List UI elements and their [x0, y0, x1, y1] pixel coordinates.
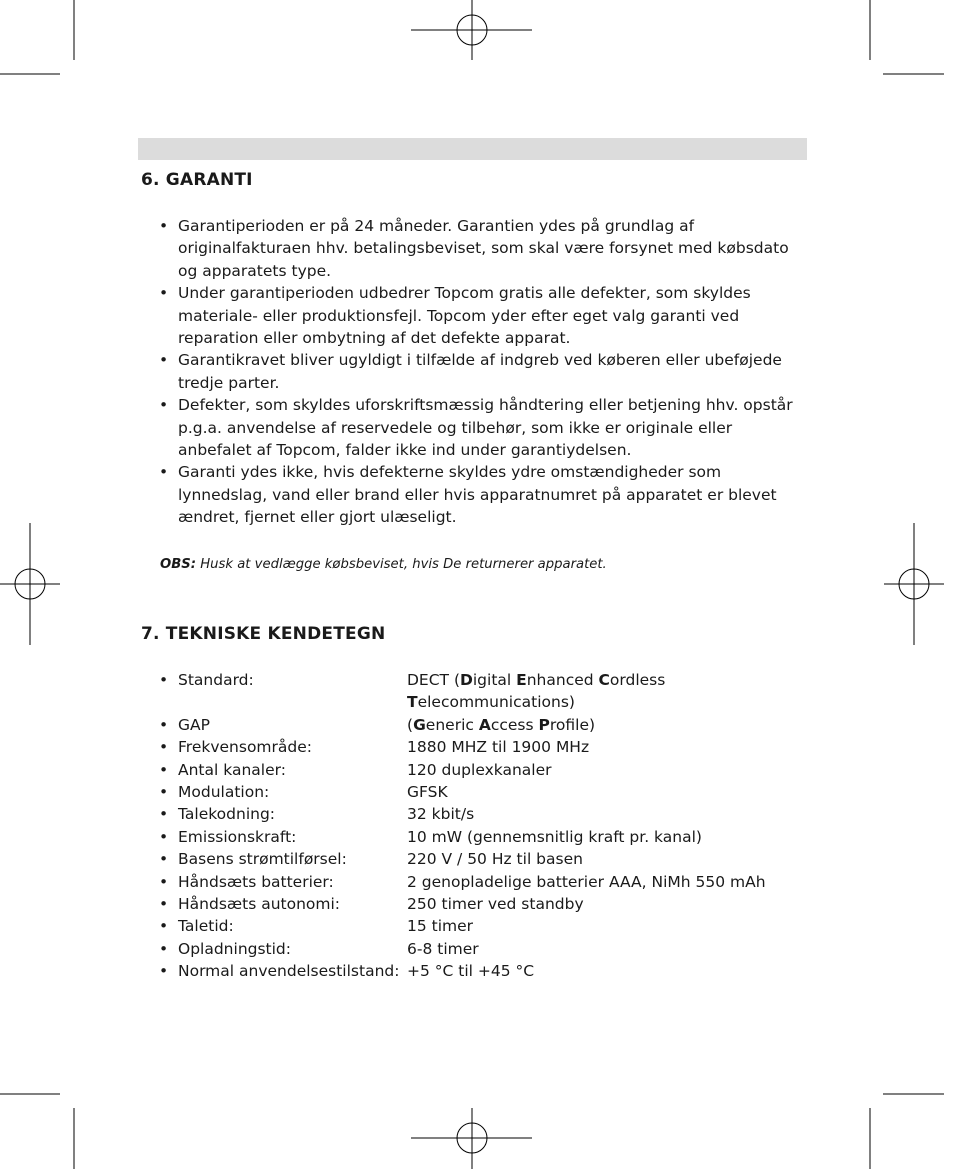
- spec-value: Telecommunications): [407, 693, 575, 712]
- header-bar: [138, 138, 807, 160]
- spec-row: [158, 871, 818, 893]
- spec-value: 15 timer: [407, 917, 474, 936]
- section-heading-garanti: 6. GARANTI: [141, 170, 253, 190]
- spec-row-gap: [158, 714, 818, 736]
- spec-row: [158, 803, 818, 825]
- registration-mark-right: [884, 523, 944, 645]
- spec-value: 32 kbit/s: [407, 805, 475, 824]
- list-item: • Garantiperioden er på 24 måneder. Garantien ydes på grundlag af originalfakturaen hhv. betalingsbeviset, som skal være forsynet med købsdato og apparatets type.: [158, 215, 808, 282]
- list-item: • Defekter, som skyldes uforskriftsmæssig håndtering eller betjening hhv. opstår p.g.a. anvendelse af reservedele og tilbehør, som ikke er originale eller anbefalet af Topcom, falder ikke ind under garantiydelsen.: [158, 394, 808, 461]
- spec-row-standard-cont: [158, 691, 818, 713]
- spec-table: [158, 669, 818, 983]
- spec-row: [158, 960, 818, 982]
- spec-row: [158, 826, 818, 848]
- spec-label: • Talekodning:: [158, 803, 407, 825]
- spec-value: 2 genopladelige batterier AAA, NiMh 550 mAh: [407, 872, 766, 891]
- spec-row: [158, 781, 818, 803]
- spec-row: [158, 938, 818, 960]
- spec-label: • Frekvensområde:: [158, 736, 407, 758]
- obs-note: [160, 557, 607, 572]
- spec-value: 10 mW (gennemsnitlig kraft pr. kanal): [407, 827, 702, 846]
- list-item: • Garantikravet bliver ugyldigt i tilfælde af indgreb ved køberen eller ubeføjede tredje parter.: [158, 349, 808, 394]
- spec-label: • Modulation:: [158, 781, 407, 803]
- spec-value: GFSK: [407, 783, 448, 802]
- guarantee-list: [158, 215, 808, 529]
- spec-value: DECT (Digital Enhanced Cordless: [407, 671, 666, 689]
- spec-value: 220 V / 50 Hz til basen: [407, 850, 583, 869]
- spec-value: (Generic Access Profile): [407, 715, 596, 734]
- list-item: • Garanti ydes ikke, hvis defekterne skyldes ydre omstændigheder som lynnedslag, vand eller brand eller hvis apparatnumret på apparatet er blevet ændret, fjernet eller gjort ulæseligt.: [158, 461, 808, 528]
- spec-value: 6-8 timer: [407, 939, 479, 958]
- spec-value: 250 timer ved standby: [407, 895, 584, 914]
- spec-row-standard: [158, 669, 818, 691]
- spec-row: [158, 736, 818, 758]
- spec-label: • Basens strømtilførsel:: [158, 848, 407, 870]
- spec-label: • Standard:: [158, 669, 407, 691]
- spec-value: 120 duplexkanaler: [407, 760, 552, 779]
- spec-label: • Emissionskraft:: [158, 826, 407, 848]
- obs-label: OBS:: [160, 557, 197, 572]
- spec-label: • GAP: [158, 714, 407, 736]
- obs-text: Husk at vedlægge købsbeviset, hvis De returnerer apparatet.: [196, 557, 607, 572]
- spec-row: [158, 915, 818, 937]
- registration-mark-top: [411, 0, 532, 60]
- spec-label: • Taletid:: [158, 915, 407, 937]
- spec-label: • Antal kanaler:: [158, 759, 407, 781]
- spec-label: • Håndsæts batterier:: [158, 871, 407, 893]
- spec-row: [158, 759, 818, 781]
- spec-row: [158, 893, 818, 915]
- spec-label: • Normal anvendelsestilstand:: [158, 960, 407, 982]
- spec-value: +5 °C til +45 °C: [407, 962, 535, 981]
- section-heading-tekniske: 7. TEKNISKE KENDETEGN: [141, 624, 386, 644]
- registration-mark-bottom: [411, 1108, 532, 1169]
- list-item: • Under garantiperioden udbedrer Topcom gratis alle defekter, som skyldes materiale- eller produktionsfejl. Topcom yder efter eget valg garanti ved reparation eller ombytning af det defekte apparat.: [158, 282, 808, 349]
- spec-label: • Håndsæts autonomi:: [158, 893, 407, 915]
- registration-mark-left: [0, 523, 60, 645]
- spec-row: [158, 848, 818, 870]
- spec-value: 1880 MHZ til 1900 MHz: [407, 738, 590, 757]
- spec-label: • Opladningstid:: [158, 938, 407, 960]
